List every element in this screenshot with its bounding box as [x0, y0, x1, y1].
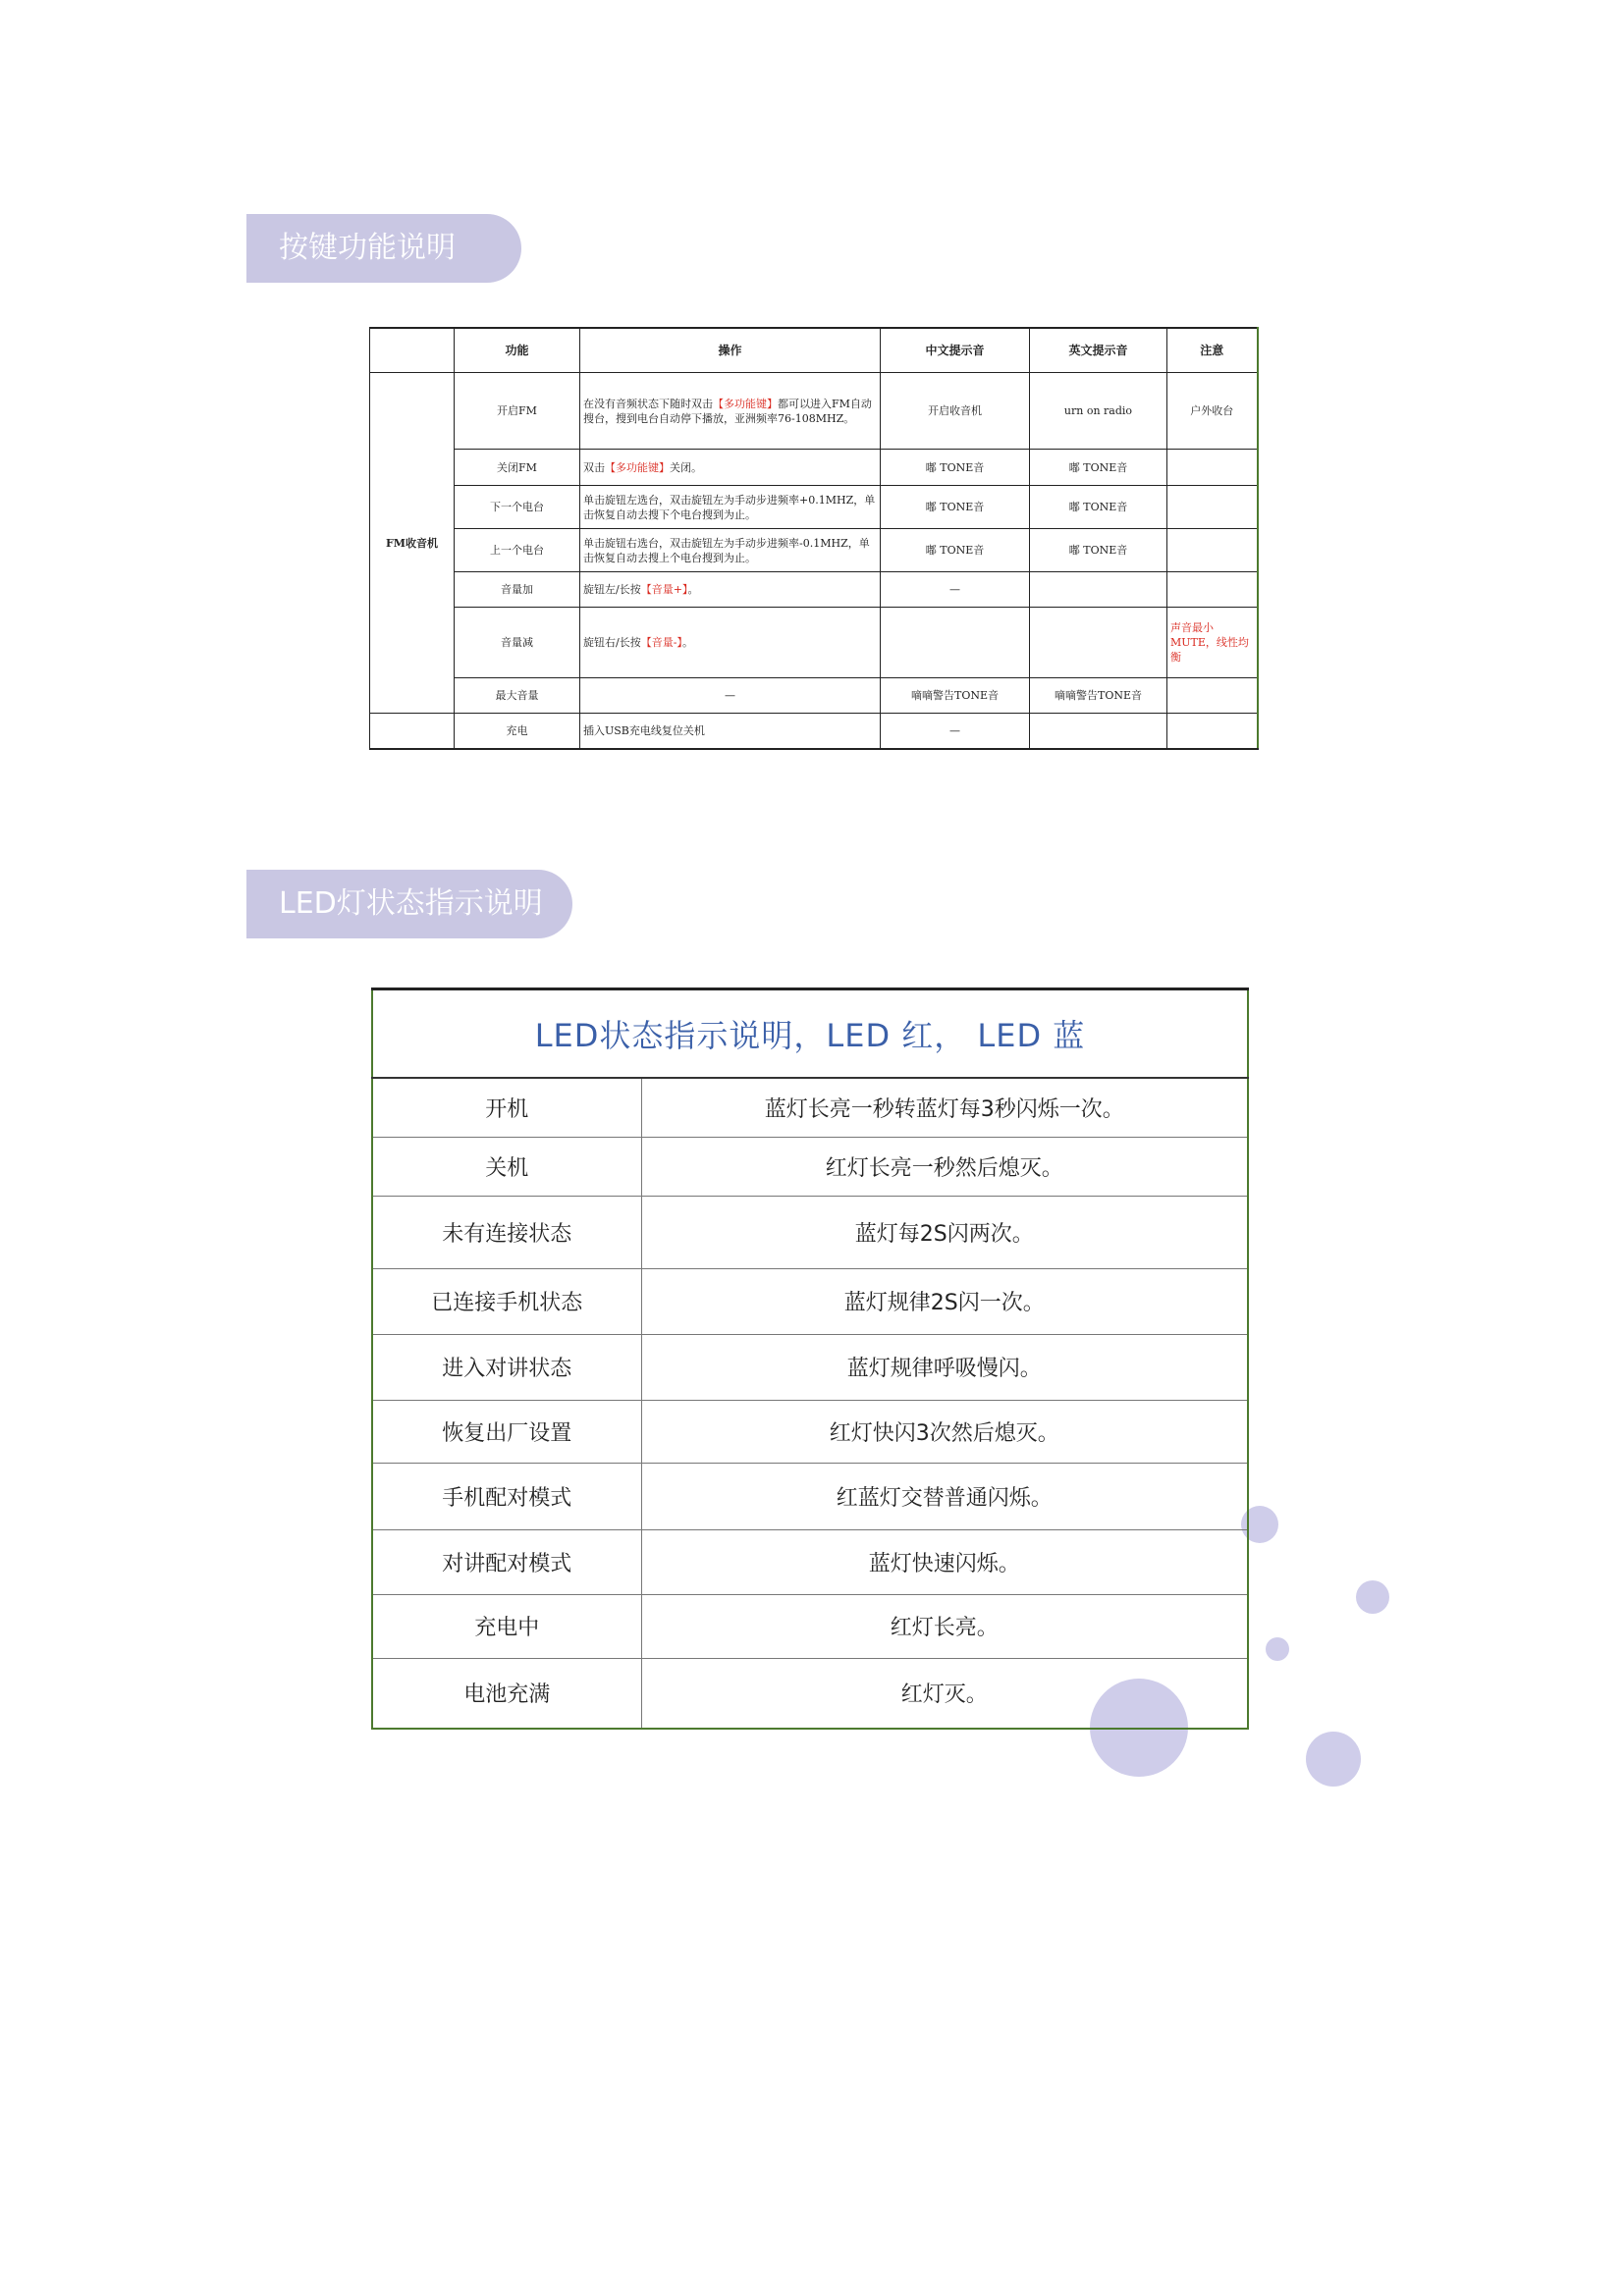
table-row [372, 1529, 1248, 1594]
operation-cell: 双击【多功能键】关闭。 [580, 450, 881, 486]
function-cell: 音量加 [455, 572, 580, 608]
table-row [372, 1268, 1248, 1334]
table-row [370, 714, 1258, 749]
led-table-title: LED状态指示说明，LED 红， LED 蓝 [372, 989, 1248, 1079]
led-description-cell: 蓝灯长亮一秒转蓝灯每3秒闪烁一次。 [641, 1078, 1248, 1137]
operation-cell: 旋钮右/长按【音量-】。 [580, 608, 881, 678]
header-cell: 英文提示音 [1030, 328, 1167, 373]
table-row [372, 1594, 1248, 1658]
header-cell: 功能 [455, 328, 580, 373]
header-cell: 中文提示音 [881, 328, 1030, 373]
function-cell: 开启FM [455, 373, 580, 450]
header-cell [370, 328, 455, 373]
led-description-cell: 红灯快闪3次然后熄灭。 [641, 1400, 1248, 1463]
function-cell: 关闭FM [455, 450, 580, 486]
table-row [370, 373, 1258, 450]
led-state-cell: 未有连接状态 [372, 1196, 641, 1268]
led-status-table [371, 988, 1249, 1730]
operation-cell: 在没有音频状态下随时双击【多功能键】都可以进入FM自动搜台，搜到电台自动停下播放，亚洲频率76-108MHZ。 [580, 373, 881, 450]
function-cell: 上一个电台 [455, 529, 580, 572]
en-tone-cell [1030, 608, 1167, 678]
decor-bubble [1356, 1580, 1389, 1614]
table-row [372, 1334, 1248, 1400]
group-label-fm: FM收音机 [370, 373, 455, 714]
led-state-cell: 对讲配对模式 [372, 1529, 641, 1594]
led-description-cell: 蓝灯每2S闪两次。 [641, 1196, 1248, 1268]
led-state-cell: 手机配对模式 [372, 1463, 641, 1529]
led-title-row [372, 989, 1248, 1079]
note-cell: 户外收台 [1167, 373, 1258, 450]
led-description-cell: 红灯灭。 [641, 1658, 1248, 1729]
operation-cell: 单击旋钮左选台，双击旋钮左为手动步进频率+0.1MHZ，单击恢复自动去搜下个电台搜到为止。 [580, 486, 881, 529]
table-row [372, 1137, 1248, 1196]
table-row [370, 678, 1258, 714]
en-tone-cell: 嘟 TONE音 [1030, 486, 1167, 529]
function-cell: 最大音量 [455, 678, 580, 714]
table-row [372, 1078, 1248, 1137]
table-row [370, 450, 1258, 486]
decor-bubble [1266, 1637, 1289, 1661]
header-cell: 操作 [580, 328, 881, 373]
function-cell: 音量减 [455, 608, 580, 678]
led-state-cell: 恢复出厂设置 [372, 1400, 641, 1463]
cn-tone-cell: — [881, 714, 1030, 749]
operation-cell: 单击旋钮右选台，双击旋钮左为手动步进频率-0.1MHZ，单击恢复自动去搜上个电台搜到为止。 [580, 529, 881, 572]
cn-tone-cell [881, 608, 1030, 678]
function-cell: 充电 [455, 714, 580, 749]
table-row [372, 1196, 1248, 1268]
cn-tone-cell: 嘀嘀警告TONE音 [881, 678, 1030, 714]
note-cell [1167, 450, 1258, 486]
header-cell: 注意 [1167, 328, 1258, 373]
led-state-cell: 已连接手机状态 [372, 1268, 641, 1334]
note-cell [1167, 714, 1258, 749]
table-row [370, 529, 1258, 572]
led-description-cell: 蓝灯规律呼吸慢闪。 [641, 1334, 1248, 1400]
decor-bubble [1306, 1732, 1361, 1787]
table-row [370, 486, 1258, 529]
operation-cell: — [580, 678, 881, 714]
cn-tone-cell: 嘟 TONE音 [881, 486, 1030, 529]
cn-tone-cell: 开启收音机 [881, 373, 1030, 450]
table-row [372, 1658, 1248, 1729]
cn-tone-cell: 嘟 TONE音 [881, 529, 1030, 572]
table-row [372, 1400, 1248, 1463]
led-description-cell: 红灯长亮。 [641, 1594, 1248, 1658]
note-cell [1167, 486, 1258, 529]
en-tone-cell: 嘟 TONE音 [1030, 529, 1167, 572]
led-state-cell: 充电中 [372, 1594, 641, 1658]
led-state-cell: 开机 [372, 1078, 641, 1137]
operation-cell: 旋钮左/长按【音量+】。 [580, 572, 881, 608]
table-row [370, 572, 1258, 608]
empty-group-cell [370, 714, 455, 749]
note-cell: 声音最小MUTE，线性均衡 [1167, 608, 1258, 678]
function-cell: 下一个电台 [455, 486, 580, 529]
note-cell [1167, 529, 1258, 572]
operation-cell: 插入USB充电线复位关机 [580, 714, 881, 749]
en-tone-cell: urn on radio [1030, 373, 1167, 450]
led-description-cell: 蓝灯规律2S闪一次。 [641, 1268, 1248, 1334]
table-row [370, 608, 1258, 678]
en-tone-cell [1030, 572, 1167, 608]
led-state-cell: 电池充满 [372, 1658, 641, 1729]
table-header-row [370, 328, 1258, 373]
led-description-cell: 蓝灯快速闪烁。 [641, 1529, 1248, 1594]
led-description-cell: 红灯长亮一秒然后熄灭。 [641, 1137, 1248, 1196]
led-description-cell: 红蓝灯交替普通闪烁。 [641, 1463, 1248, 1529]
cn-tone-cell: — [881, 572, 1030, 608]
note-cell [1167, 572, 1258, 608]
section-heading-led-status: LED灯状态指示说明 [246, 870, 572, 938]
en-tone-cell: 嘀嘀警告TONE音 [1030, 678, 1167, 714]
note-cell [1167, 678, 1258, 714]
en-tone-cell [1030, 714, 1167, 749]
cn-tone-cell: 嘟 TONE音 [881, 450, 1030, 486]
section-heading-key-functions: 按键功能说明 [246, 214, 521, 283]
table-row [372, 1463, 1248, 1529]
en-tone-cell: 嘟 TONE音 [1030, 450, 1167, 486]
led-state-cell: 进入对讲状态 [372, 1334, 641, 1400]
key-function-table [369, 327, 1259, 750]
led-state-cell: 关机 [372, 1137, 641, 1196]
